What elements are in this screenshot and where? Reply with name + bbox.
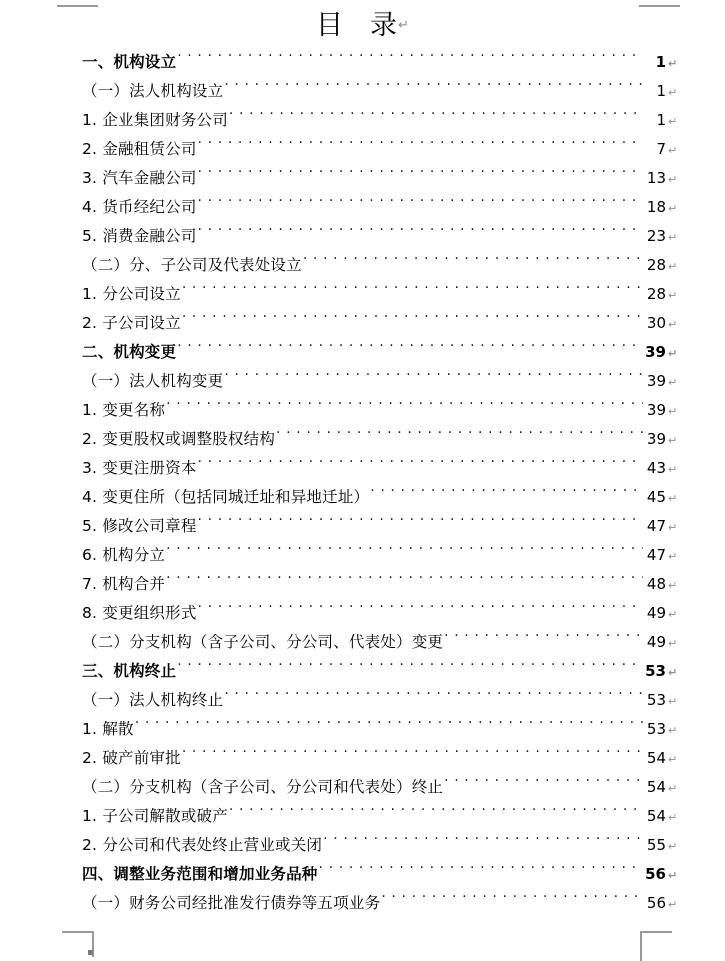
toc-entry[interactable] — [0, 454, 725, 483]
pilcrow-icon: ↵ — [668, 695, 678, 708]
toc-entry-label: （二）分支机构（含子公司、分公司、代表处）变更 — [82, 633, 444, 651]
pilcrow-icon: ↵ — [668, 608, 678, 621]
toc-entry-label: 2. 分公司和代表处终止营业或关闭 — [82, 836, 323, 854]
pilcrow-icon: ↵ — [668, 115, 678, 128]
toc-entry[interactable] — [0, 628, 725, 657]
pilcrow-icon: ↵ — [668, 57, 678, 70]
pilcrow-icon: ↵ — [668, 782, 678, 795]
toc-entry[interactable] — [0, 860, 725, 889]
toc-dot-leader — [198, 516, 643, 532]
toc-entry-label: 三、机构终止 — [82, 662, 177, 680]
toc-page-number: 53 — [646, 720, 666, 738]
toc-entry[interactable] — [0, 135, 725, 164]
toc-entry-label: 2. 破产前审批 — [82, 749, 181, 767]
pilcrow-icon: ↵ — [668, 434, 678, 447]
toc-entry[interactable] — [0, 396, 725, 425]
toc-dot-leader — [198, 226, 643, 242]
toc-page-number: 45 — [646, 488, 666, 506]
toc-entry-label: 1. 变更名称 — [82, 401, 166, 419]
toc-entry[interactable] — [0, 744, 725, 773]
toc-entry[interactable] — [0, 686, 725, 715]
toc-page-number: 30 — [646, 314, 666, 332]
toc-dot-leader — [177, 342, 642, 358]
pilcrow-icon: ↵ — [668, 260, 678, 273]
page-title-text: 目 录 — [316, 10, 398, 41]
toc-dot-leader — [182, 284, 643, 300]
crop-mark-bottom-right — [640, 931, 672, 961]
toc-entry[interactable] — [0, 802, 725, 831]
table-of-contents — [0, 48, 725, 918]
toc-dot-leader — [319, 864, 643, 880]
toc-page-number: 47 — [646, 546, 666, 564]
toc-entry-label: 1. 企业集团财务公司 — [82, 111, 228, 129]
toc-entry-label: 7. 机构合并 — [82, 575, 166, 593]
pilcrow-icon: ↵ — [668, 376, 678, 389]
toc-entry-label: 2. 金融租赁公司 — [82, 140, 197, 158]
toc-dot-leader — [177, 661, 642, 677]
paragraph-end-tick — [88, 950, 93, 955]
toc-entry[interactable] — [0, 193, 725, 222]
toc-dot-leader — [166, 545, 643, 561]
toc-page-number: 54 — [646, 778, 666, 796]
toc-page-number: 47 — [646, 517, 666, 535]
toc-entry-label: （一）法人机构变更 — [82, 372, 224, 390]
pilcrow-icon: ↵ — [668, 637, 678, 650]
toc-entry[interactable] — [0, 48, 725, 77]
toc-dot-leader — [182, 313, 643, 329]
toc-page-number: 39 — [646, 401, 666, 419]
toc-entry[interactable] — [0, 889, 725, 918]
pilcrow-icon: ↵ — [668, 405, 678, 418]
toc-entry-label: 4. 货币经纪公司 — [82, 198, 197, 216]
toc-entry[interactable] — [0, 715, 725, 744]
toc-entry-label: 4. 变更住所（包括同城迁址和异地迁址） — [82, 488, 370, 506]
toc-entry-label: 1. 分公司设立 — [82, 285, 181, 303]
pilcrow-icon: ↵ — [668, 579, 678, 592]
toc-page-number: 39 — [646, 430, 666, 448]
toc-page-number: 18 — [646, 198, 666, 216]
pilcrow-icon: ↵ — [668, 231, 678, 244]
toc-entry[interactable] — [0, 222, 725, 251]
toc-entry[interactable] — [0, 541, 725, 570]
toc-entry-label: 5. 修改公司章程 — [82, 517, 197, 535]
toc-entry[interactable] — [0, 164, 725, 193]
toc-page-number: 1 — [656, 82, 666, 100]
toc-page-number: 54 — [646, 749, 666, 767]
toc-entry-label: （一）法人机构终止 — [82, 691, 224, 709]
toc-entry[interactable] — [0, 570, 725, 599]
page-title — [0, 9, 725, 43]
toc-page-number: 48 — [646, 575, 666, 593]
pilcrow-icon: ↵ — [668, 550, 678, 563]
toc-dot-leader — [229, 110, 643, 126]
toc-page-number: 1 — [656, 111, 666, 129]
toc-entry[interactable] — [0, 483, 725, 512]
toc-entry[interactable] — [0, 657, 725, 686]
toc-dot-leader — [166, 574, 643, 590]
toc-entry[interactable] — [0, 251, 725, 280]
pilcrow-icon: ↵ — [668, 347, 678, 360]
pilcrow-icon: ↵ — [668, 289, 678, 302]
pilcrow-icon: ↵ — [668, 811, 678, 824]
toc-entry[interactable] — [0, 367, 725, 396]
toc-dot-leader — [198, 139, 643, 155]
pilcrow-icon: ↵ — [668, 173, 678, 186]
pilcrow-icon: ↵ — [668, 753, 678, 766]
toc-page-number: 7 — [656, 140, 666, 158]
pilcrow-icon: ↵ — [668, 898, 678, 911]
toc-page-number: 13 — [646, 169, 666, 187]
toc-dot-leader — [198, 603, 643, 619]
pilcrow-icon: ↵ — [668, 144, 678, 157]
toc-entry-label: 四、调整业务范围和增加业务品种 — [82, 865, 318, 883]
toc-page-number: 49 — [646, 633, 666, 651]
toc-entry-label: 一、机构设立 — [82, 53, 177, 71]
toc-entry[interactable] — [0, 280, 725, 309]
toc-dot-leader — [198, 197, 643, 213]
toc-entry[interactable] — [0, 512, 725, 541]
toc-page-number: 55 — [646, 836, 666, 854]
toc-entry-label: 3. 变更注册资本 — [82, 459, 197, 477]
toc-entry[interactable] — [0, 106, 725, 135]
toc-dot-leader — [303, 255, 643, 271]
toc-dot-leader — [198, 168, 643, 184]
toc-page-number: 23 — [646, 227, 666, 245]
toc-dot-leader — [229, 806, 643, 822]
toc-page-number: 53 — [645, 662, 666, 680]
toc-entry-label: 5. 消费金融公司 — [82, 227, 197, 245]
toc-entry-label: 3. 汽车金融公司 — [82, 169, 197, 187]
pilcrow-icon: ↵ — [668, 463, 678, 476]
toc-entry-label: 2. 变更股权或调整股权结构 — [82, 430, 276, 448]
toc-dot-leader — [370, 487, 643, 503]
crop-mark-top-right — [639, 5, 680, 7]
pilcrow-icon: ↵ — [668, 724, 678, 737]
toc-entry-label: 2. 子公司设立 — [82, 314, 181, 332]
toc-entry-label: 1. 解散 — [82, 720, 134, 738]
toc-page-number: 28 — [646, 285, 666, 303]
toc-entry[interactable] — [0, 773, 725, 802]
pilcrow-icon: ↵ — [668, 86, 678, 99]
toc-entry-label: （二）分、子公司及代表处设立 — [82, 256, 302, 274]
toc-dot-leader — [182, 748, 643, 764]
toc-entry[interactable] — [0, 309, 725, 338]
toc-entry-label: （一）法人机构设立 — [82, 82, 224, 100]
toc-dot-leader — [198, 458, 643, 474]
toc-entry[interactable] — [0, 599, 725, 628]
toc-page-number: 56 — [645, 865, 666, 883]
toc-dot-leader — [444, 632, 643, 648]
toc-page-number: 53 — [646, 691, 666, 709]
toc-entry-label: 6. 机构分立 — [82, 546, 166, 564]
toc-entry[interactable] — [0, 425, 725, 454]
toc-dot-leader — [224, 371, 643, 387]
pilcrow-icon: ↵ — [668, 492, 678, 505]
toc-page-number: 43 — [646, 459, 666, 477]
pilcrow-icon: ↵ — [668, 202, 678, 215]
toc-page-number: 1 — [655, 53, 666, 71]
toc-entry-label: 8. 变更组织形式 — [82, 604, 197, 622]
toc-entry-label: 二、机构变更 — [82, 343, 177, 361]
toc-entry[interactable] — [0, 338, 725, 367]
toc-page-number: 39 — [645, 343, 666, 361]
toc-dot-leader — [135, 719, 643, 735]
toc-dot-leader — [177, 52, 643, 68]
toc-dot-leader — [444, 777, 643, 793]
toc-dot-leader — [323, 835, 643, 851]
crop-mark-top-left — [57, 5, 98, 7]
toc-dot-leader — [381, 893, 643, 909]
toc-page-number: 28 — [646, 256, 666, 274]
toc-entry-label: 1. 子公司解散或破产 — [82, 807, 228, 825]
toc-page-number: 49 — [646, 604, 666, 622]
pilcrow-icon: ↵ — [668, 521, 678, 534]
pilcrow-icon: ↵ — [668, 666, 678, 679]
pilcrow-icon: ↵ — [668, 318, 678, 331]
toc-page-number: 39 — [646, 372, 666, 390]
toc-dot-leader — [166, 400, 643, 416]
toc-entry[interactable] — [0, 77, 725, 106]
pilcrow-icon: ↵ — [668, 840, 678, 853]
toc-entry-label: （二）分支机构（含子公司、分公司和代表处）终止 — [82, 778, 444, 796]
toc-entry[interactable] — [0, 831, 725, 860]
toc-dot-leader — [276, 429, 643, 445]
toc-dot-leader — [224, 81, 643, 97]
toc-page-number: 56 — [646, 894, 666, 912]
pilcrow-icon: ↵ — [398, 18, 409, 33]
pilcrow-icon: ↵ — [668, 869, 678, 882]
toc-entry-label: （一）财务公司经批准发行债券等五项业务 — [82, 894, 381, 912]
toc-dot-leader — [224, 690, 643, 706]
toc-page-number: 54 — [646, 807, 666, 825]
